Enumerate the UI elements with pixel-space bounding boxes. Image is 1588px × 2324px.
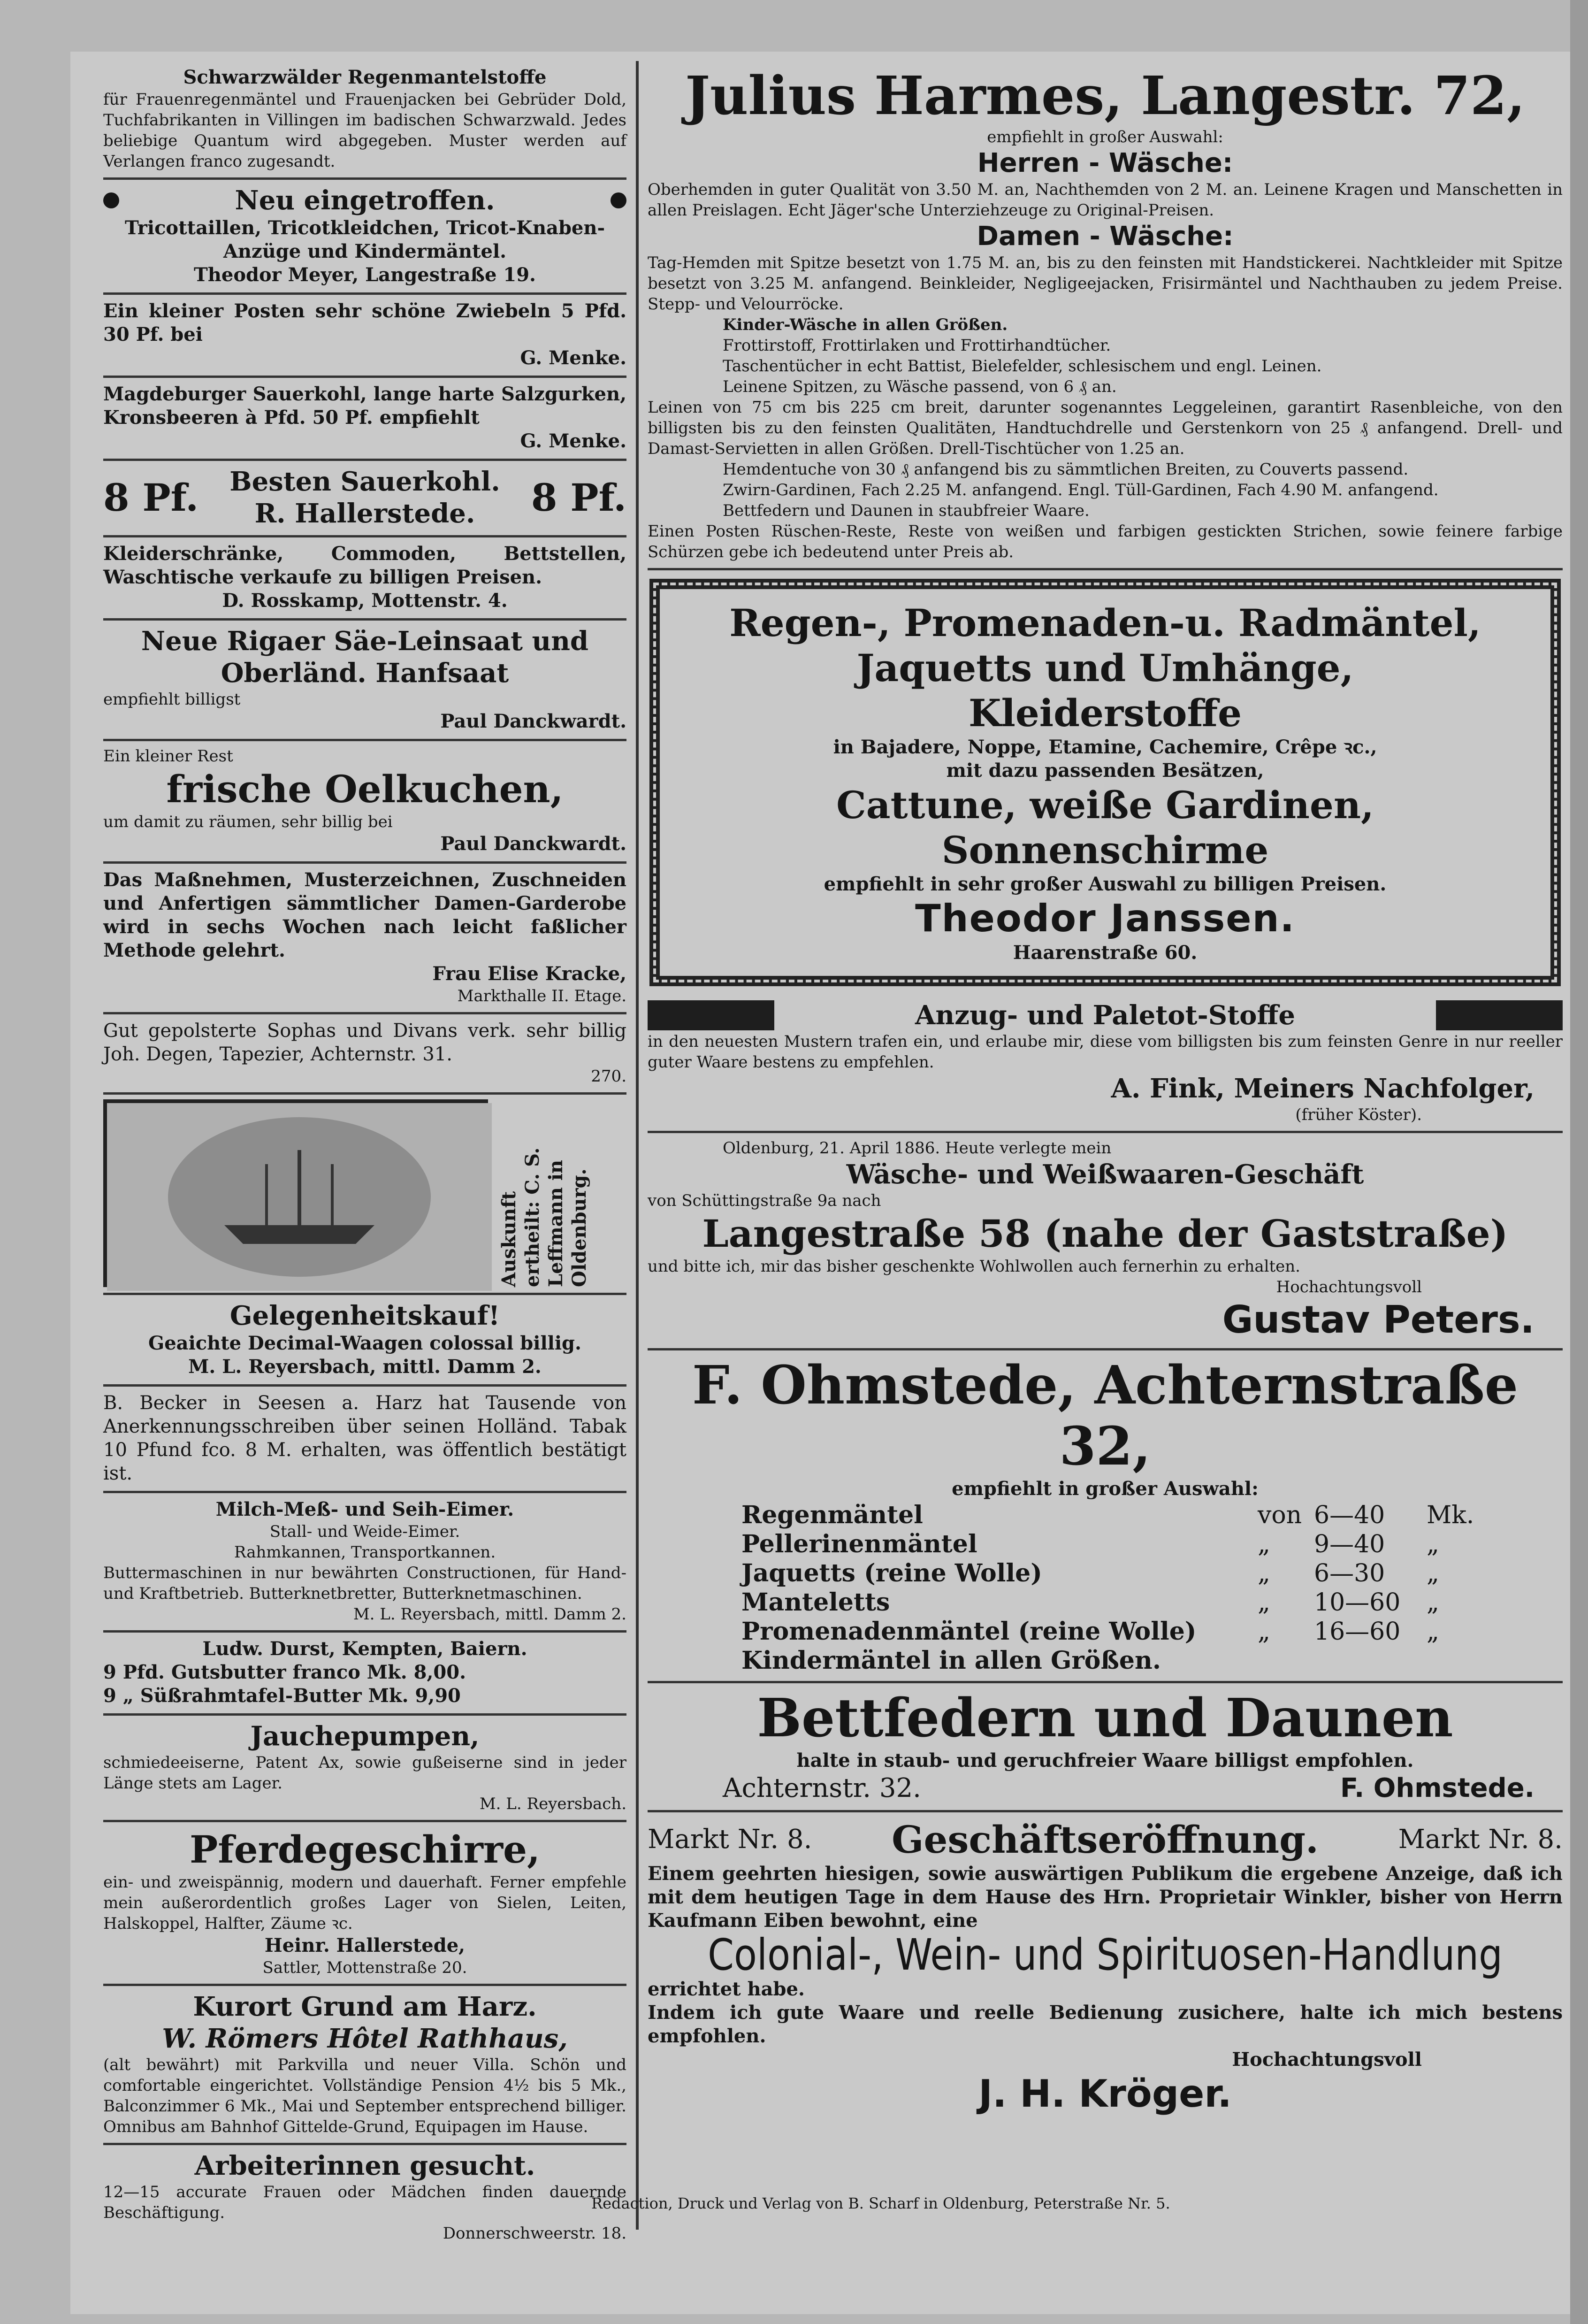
ad-line: Bettfedern und Daunen in staubfreier Waare. bbox=[723, 501, 1090, 520]
ad-text: B. Becker in Seesen a. Harz hat Tausende von Anerkennungsschreiben über seinen Holländ. Tabak 10 Pfund fco. 8 M. erhalten, was öffentlich bestätigt ist. bbox=[103, 1392, 626, 1484]
ad-signature: M. L. Reyersbach. bbox=[479, 1795, 626, 1813]
ad-ohmstede-bettfedern bbox=[648, 1683, 1563, 1812]
price-table bbox=[741, 1501, 1563, 1675]
left-column bbox=[103, 61, 626, 2243]
ad-moebel bbox=[103, 537, 626, 621]
ad-title: Anzug- und Paletot-Stoffe bbox=[915, 1000, 1296, 1031]
ad-line: Kleiderstoffe bbox=[968, 691, 1242, 735]
ad-signature: G. Menke. bbox=[520, 430, 626, 452]
ad-title: Gelegenheitskauf! bbox=[229, 1300, 500, 1331]
ad-location-right: Markt Nr. 8. bbox=[1398, 1824, 1563, 1855]
book-spine bbox=[1570, 0, 1588, 2324]
ad-zwiebeln bbox=[103, 295, 626, 378]
ad-text: Gut gepolsterte Sophas und Divans verk. sehr billig Joh. Degen, Tapezier, Achternstr. 31. bbox=[103, 1020, 626, 1065]
ad-greeting: Hochachtungsvoll bbox=[1276, 1278, 1422, 1296]
ad-line: in Bajadere, Noppe, Etamine, Cachemire, Crêpe ꝛc., bbox=[833, 736, 1377, 758]
ad-text: halte in staub- und geruchfreier Waare billigst empfohlen. bbox=[796, 1749, 1414, 1772]
ad-text: Das Maßnehmen, Musterzeichnen, Zuschneiden und Anfertigen sämmtlicher Damen-Garderobe wird in sechs Wochen nach leicht faßlicher Methode gelehrt. bbox=[103, 869, 626, 961]
ad-title: Arbeiterinnen gesucht. bbox=[194, 2150, 535, 2181]
ad-text: Magdeburger Sauerkohl, lange harte Salzgurken, Kronsbeeren à Pfd. 50 Pf. empfiehlt bbox=[103, 383, 626, 429]
ad-text: Einem geehrten hiesigen, sowie auswärtigen Publikum die ergebene Anzeige, daß ich mit dem heutigen Tage in dem Hause des Hrn. Proprietair Winkler, bisher von Herrn Kaufmann Eiben bewohnt, eine bbox=[648, 1863, 1563, 1932]
ad-title: Jauchepumpen, bbox=[250, 1721, 480, 1752]
ad-address: Markthalle II. Etage. bbox=[457, 987, 626, 1005]
ad-text: 12—15 accurate Frauen oder Mädchen finden dauernde Beschäftigung. bbox=[103, 2183, 626, 2222]
ad-text: in den neuesten Mustern trafen ein, und erlaube mir, diese vom billigsten bis zum feinsten Genre in nur reeller guter Waare bestens zu empfehlen. bbox=[648, 1032, 1563, 1072]
price-item: Regenmäntel bbox=[741, 1501, 923, 1529]
ad-butter bbox=[103, 1633, 626, 1716]
price-pre: von bbox=[1258, 1501, 1302, 1529]
ad-title: Neue Rigaer Säe-Leinsaat und Oberländ. Hanfsaat bbox=[141, 626, 589, 689]
imprint-footer: Redaction, Druck und Verlag von B. Scharf in Oldenburg, Peterstraße Nr. 5. bbox=[591, 2194, 1170, 2212]
ad-text: (alt bewährt) mit Parkvilla und neuer Villa. Schön und comfortable eingerichtet. Vollständige Pension 4½ bis 5 Mk., Balconzimmer 6 Mk., Mai und September entsprechend billiger. Omnibus am Bahnhof Gittelde-Grund, Equipagen im Hause. bbox=[103, 2056, 626, 2136]
ad-sophas bbox=[103, 1014, 626, 1095]
price-left: 8 Pf. bbox=[103, 476, 199, 520]
ad-line: Cattune, weiße Gardinen, bbox=[836, 783, 1374, 827]
ad-line: Zwirn-Gardinen, Fach 2.25 M. anfangend. Engl. Tüll-Gardinen, Fach 4.90 M. anfangend. bbox=[723, 481, 1439, 499]
ad-signature: Paul Danckwardt. bbox=[440, 833, 626, 855]
price-value: 16—60 bbox=[1314, 1618, 1401, 1646]
ad-big-address: Langestraße 58 (nahe der Gaststraße) bbox=[702, 1212, 1508, 1256]
price-item: Jaquetts (reine Wolle) bbox=[741, 1559, 1042, 1588]
ad-line: Jaquetts und Umhänge, bbox=[856, 646, 1354, 690]
price-unit bbox=[1427, 1646, 1483, 1675]
ad-text: Oberhemden in guter Qualität von 3.50 M. an, Nachthemden von 2 M. an. Leinene Kragen und Manschetten in allen Preislagen. Echt Jäger'sche Unterziehzeuge zu Original-Preisen. bbox=[648, 180, 1563, 220]
ad-gustav-peters bbox=[648, 1133, 1563, 1350]
ad-line: Leinen von 75 cm bis 225 cm breit, darunter sogenanntes Leggeleinen, garantirt Rasenbleiche, von den billigsten bis zu den feinsten Qualitäten, Handtuchdrelle und Gerstenkorn von 25 ₰ anfangend. Drell- und Damast-Servietten in allen Größen. Drell-Tischtücher von 1.25 an. bbox=[648, 398, 1563, 458]
ad-text: Indem ich gute Waare und reelle Bedienung zusichere, halte ich mich bestens empfohlen. bbox=[648, 2002, 1563, 2047]
ad-line: Frottirstoff, Frottirlaken und Frottirhandtücher. bbox=[723, 336, 1111, 355]
price-pre: „ bbox=[1258, 1588, 1270, 1617]
price-pre bbox=[1258, 1646, 1314, 1675]
price-item: Kindermäntel in allen Größen. bbox=[741, 1646, 1161, 1675]
ad-title: Wäsche- und Weißwaaren-Geschäft bbox=[846, 1159, 1364, 1190]
ad-gelegenheitskauf bbox=[103, 1295, 626, 1387]
bullet-icon bbox=[611, 192, 626, 208]
ad-title: Milch-Meß- und Seih-Eimer. bbox=[215, 1498, 514, 1520]
section-herren: Herren - Wäsche: bbox=[977, 148, 1233, 178]
price-pre: „ bbox=[1258, 1618, 1270, 1646]
ad-text: und bitte ich, mir das bisher geschenkte Wohlwollen auch fernerhin zu erhalten. bbox=[648, 1257, 1300, 1276]
ad-pretext: Ein kleiner Rest bbox=[103, 747, 233, 766]
ad-subtitle: empfiehlt in großer Auswahl: bbox=[952, 1478, 1259, 1500]
ad-arbeiterinnen bbox=[103, 2145, 626, 2249]
ad-text: schmiedeeiserne, Patent Ax, sowie gußeiserne sind in jeder Länge stets am Lager. bbox=[103, 1753, 626, 1793]
ad-address: Haarenstraße 60. bbox=[1013, 942, 1198, 964]
price-item: Manteletts bbox=[741, 1588, 890, 1617]
price-value: 10—60 bbox=[1314, 1588, 1401, 1617]
ad-title: Geschäftseröffnung. bbox=[892, 1818, 1319, 1862]
ad-signature: M. L. Reyersbach, mittl. Damm 2. bbox=[188, 1356, 542, 1378]
decorative-frame bbox=[649, 579, 1561, 986]
ad-julius-harmes bbox=[648, 61, 1563, 570]
price-unit: „ bbox=[1427, 1588, 1439, 1617]
ad-anzug-stoffe bbox=[648, 995, 1563, 1133]
ad-title: Julius Harmes, Langestr. 72, bbox=[685, 65, 1525, 127]
ad-title: Ludw. Durst, Kempten, Baiern. bbox=[202, 1638, 527, 1660]
ad-subtitle: W. Römers Hôtel Rathhaus, bbox=[162, 2023, 568, 2054]
ad-signature: Gustav Peters. bbox=[1222, 1298, 1535, 1342]
price-unit: „ bbox=[1427, 1530, 1439, 1558]
ad-signature: R. Hallerstede. bbox=[254, 498, 475, 529]
ad-title: Regen-, Promenaden-u. Radmäntel, bbox=[729, 601, 1481, 645]
ad-line: empfiehlt in sehr großer Auswahl zu billigen Preisen. bbox=[824, 873, 1387, 895]
ad-text: ein- und zweispännig, modern und dauerhaft. Ferner empfehle mein außerordentlich großes Lager von Sielen, Leiten, Halskoppel, Halfter, Zäume ꝛc. bbox=[103, 1873, 626, 1933]
price-item: Pellerinenmäntel bbox=[741, 1530, 977, 1558]
ad-tabak bbox=[103, 1387, 626, 1493]
price-value: 6—40 bbox=[1314, 1501, 1385, 1529]
ad-signature: J. H. Kröger. bbox=[978, 2072, 1232, 2116]
ad-signature: F. Ohmstede. bbox=[1340, 1773, 1535, 1803]
ad-text: Geaichte Decimal-Waagen colossal billig. bbox=[148, 1332, 581, 1354]
ad-line: mit dazu passenden Besätzen, bbox=[946, 759, 1264, 782]
ad-sauerkohl-menke bbox=[103, 378, 626, 461]
ad-number: 270. bbox=[591, 1067, 626, 1086]
ad-title: frische Oelkuchen, bbox=[166, 767, 564, 811]
ad-title: Neu eingetroffen. bbox=[235, 185, 495, 216]
ad-neu-eingetroffen bbox=[103, 180, 626, 295]
ad-signature-note: (früher Köster). bbox=[1295, 1105, 1422, 1124]
price-pre: „ bbox=[1258, 1559, 1270, 1588]
price-pre: „ bbox=[1258, 1530, 1270, 1558]
ad-pferdegeschirre bbox=[103, 1822, 626, 1986]
ad-jauchepumpen bbox=[103, 1716, 626, 1822]
ad-text: Tag-Hemden mit Spitze besetzt von 1.75 M. an, bis zu den feinsten mit Handstickerei. Nachtkleider mit Spitze besetzt von 3.25 M. anfangend. Beinkleider, Negligeejacken, Frisirmäntel und Nachthauben zu jedem Preise. Stepp- und Velourröcke. bbox=[648, 253, 1563, 314]
ad-signature: D. Rosskamp, Mottenstr. 4. bbox=[222, 590, 508, 612]
ad-line: von Schüttingstraße 9a nach bbox=[648, 1191, 881, 1210]
column-divider bbox=[636, 61, 639, 2230]
ad-dateline: Oldenburg, 21. April 1886. Heute verlegte mein bbox=[723, 1139, 1112, 1158]
ad-line: Taschentücher in echt Battist, Bielefelder, schlesischem und engl. Leinen. bbox=[723, 357, 1322, 376]
ad-title: Bettfedern und Daunen bbox=[757, 1687, 1453, 1749]
ad-address: Achternstr. 32. bbox=[723, 1773, 921, 1803]
ad-signature: M. L. Reyersbach, mittl. Damm 2. bbox=[353, 1605, 626, 1624]
ad-address: Sattler, Mottenstraße 20. bbox=[262, 1958, 467, 1977]
ad-line: Einen Posten Rüschen-Reste, Reste von weißen und farbigen gestickten Strichen, sowie feinere farbige Schürzen gebe ich bedeutend unter Preis ab. bbox=[648, 522, 1563, 561]
ad-title: Pferdegeschirre, bbox=[190, 1827, 540, 1871]
ad-signature: A. Fink, Meiners Nachfolger, bbox=[1111, 1073, 1535, 1104]
bullet-icon bbox=[103, 192, 119, 208]
ad-greeting: Hochachtungsvoll bbox=[1232, 2048, 1422, 2071]
ad-line: Sonnenschirme bbox=[941, 828, 1269, 872]
ad-hapag bbox=[103, 1095, 626, 1295]
ad-oelkuchen bbox=[103, 741, 626, 864]
ad-kurort-grund bbox=[103, 1986, 626, 2145]
ad-text: Ein kleiner Posten sehr schöne Zwiebeln 5 Pfd. 30 Pf. bei bbox=[103, 300, 626, 345]
price-unit: „ bbox=[1427, 1618, 1439, 1646]
price-unit: Mk. bbox=[1427, 1501, 1474, 1529]
ad-text: Buttermaschinen in nur bewährten Constructionen, für Hand- und Kraftbetrieb. Butterknetbretter, Butterknetmaschinen. bbox=[103, 1564, 626, 1603]
ad-text: um damit zu räumen, sehr billig bei bbox=[103, 813, 393, 831]
ad-text: für Frauenregenmäntel und Frauenjacken bei Gebrüder Dold, Tuchfabrikanten in Villingen im badischen Schwarzwald. Jedes beliebige Quantum wird abgegeben. Muster werden auf Verlangen franco zugesandt. bbox=[103, 90, 626, 171]
right-column bbox=[648, 61, 1563, 2230]
price-item: Promenadenmäntel (reine Wolle) bbox=[741, 1617, 1197, 1646]
black-bar-icon bbox=[648, 1000, 774, 1030]
ad-text: errichtet habe. bbox=[648, 1978, 805, 2000]
ad-line: 9 „ Süßrahmtafel-Butter Mk. 9,90 bbox=[103, 1685, 461, 1707]
ad-signature: Heinr. Hallerstede, bbox=[264, 1934, 466, 1956]
price-value: 6—30 bbox=[1314, 1559, 1385, 1588]
ad-ohmstede-maentel bbox=[648, 1350, 1563, 1683]
ad-big-title: Colonial-, Wein- und Spirituosen-Handlung bbox=[708, 1929, 1503, 1980]
ad-leinsaat bbox=[103, 621, 626, 741]
ad-line: 9 Pfd. Gutsbutter franco Mk. 8,00. bbox=[103, 1661, 466, 1683]
ad-address: Donnerschweerstr. 18. bbox=[443, 2224, 626, 2243]
ad-schneiderei bbox=[103, 864, 626, 1014]
ad-subtitle: empfiehlt in großer Auswahl: bbox=[987, 128, 1223, 146]
section-damen: Damen - Wäsche: bbox=[977, 221, 1234, 252]
section-kinder: Kinder-Wäsche in allen Größen. bbox=[723, 315, 1008, 334]
ad-kroeger bbox=[648, 1812, 1563, 2122]
black-bar-icon bbox=[1436, 1000, 1563, 1030]
ad-regenmantelstoffe bbox=[103, 61, 626, 180]
ad-signature: Theodor Janssen. bbox=[915, 897, 1295, 940]
ad-text: Kleiderschränke, Commoden, Bettstellen, Waschtische verkaufe zu billigen Preisen. bbox=[103, 543, 626, 588]
ad-theodor-janssen bbox=[648, 579, 1563, 986]
price-right: 8 Pf. bbox=[531, 476, 626, 520]
ad-line: Rahmkannen, Transportkannen. bbox=[234, 1543, 496, 1562]
ad-signature: Paul Danckwardt. bbox=[440, 710, 626, 732]
ad-sauerkohl-hallerstede bbox=[103, 461, 626, 537]
ad-signature: G. Menke. bbox=[520, 347, 626, 369]
price-value: 9—40 bbox=[1314, 1530, 1385, 1558]
agent-text: Auskunft ertheilt: C. S. Leffmann in Oldenburg. bbox=[498, 1147, 590, 1287]
price-unit: „ bbox=[1427, 1559, 1439, 1588]
ad-location-left: Markt Nr. 8. bbox=[648, 1824, 812, 1855]
ad-line: Hemdentuche von 30 ₰ anfangend bis zu sämmtlichen Breiten, zu Couverts passend. bbox=[723, 460, 1409, 479]
ad-text: Tricottaillen, Tricotkleidchen, Tricot-Knaben-Anzüge und Kindermäntel. bbox=[124, 217, 605, 262]
price-value bbox=[1314, 1646, 1427, 1675]
ad-title: Besten Sauerkohl. bbox=[229, 466, 500, 497]
ad-line: Stall- und Weide-Eimer. bbox=[269, 1522, 460, 1541]
ad-signature: Theodor Meyer, Langestraße 19. bbox=[194, 264, 536, 286]
ad-title: F. Ohmstede, Achternstraße 32, bbox=[692, 1355, 1518, 1477]
ad-title: Kurort Grund am Harz. bbox=[193, 1991, 537, 2022]
ad-signature: Frau Elise Kracke, bbox=[432, 963, 626, 985]
ad-text: empfiehlt billigst bbox=[103, 690, 241, 709]
ad-title: Schwarzwälder Regenmantelstoffe bbox=[183, 66, 547, 88]
ship-engraving-icon bbox=[103, 1099, 488, 1287]
ad-eimer bbox=[103, 1493, 626, 1633]
ad-line: Leinene Spitzen, zu Wäsche passend, von 6 ₰ an. bbox=[723, 377, 1117, 396]
